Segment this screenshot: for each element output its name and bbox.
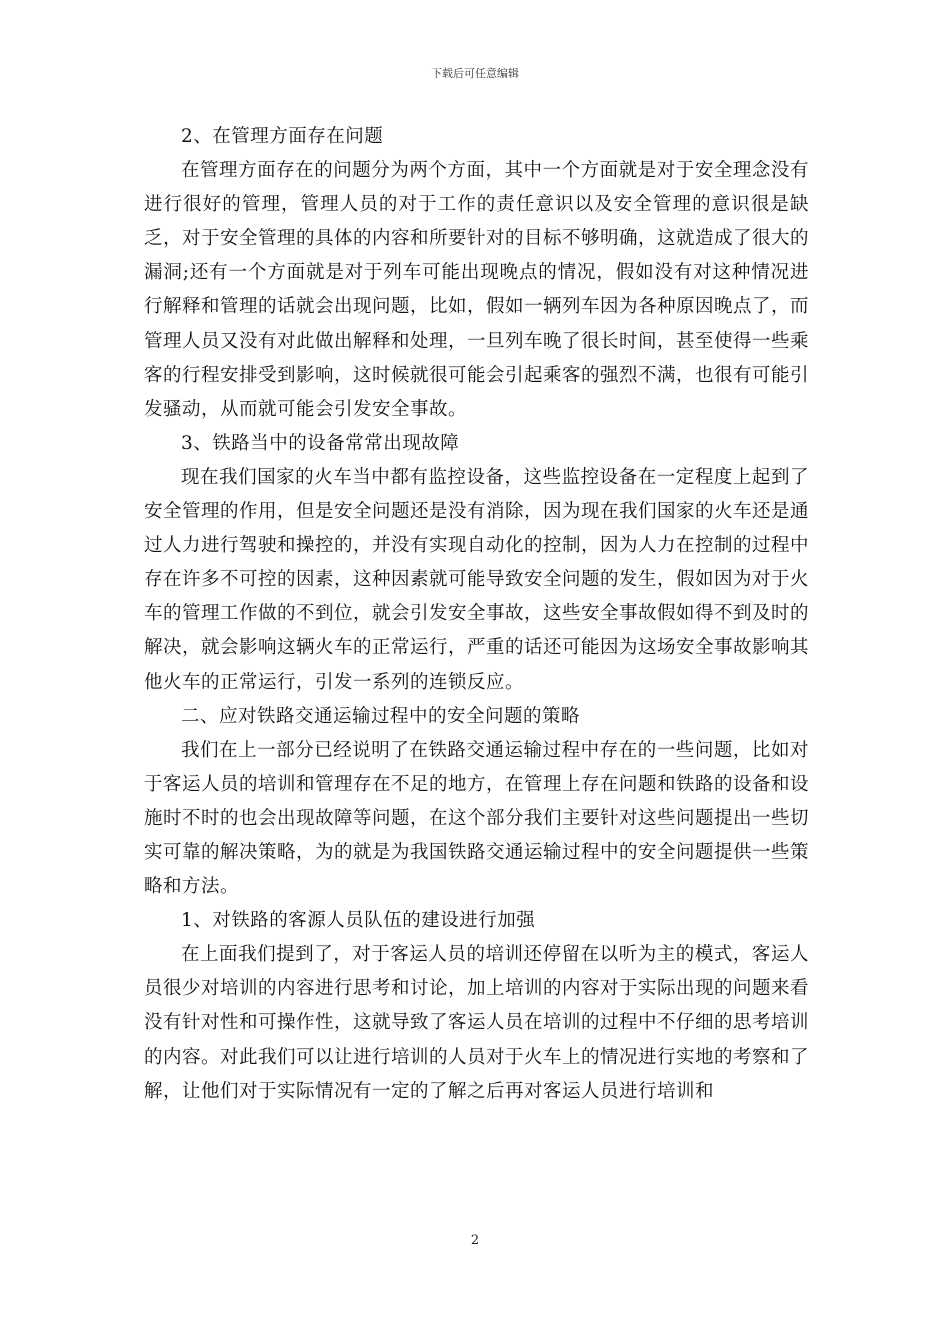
section-heading-staff-building: 1、对铁路的客源人员队伍的建设进行加强 xyxy=(181,910,536,932)
section-heading-management: 2、在管理方面存在问题 xyxy=(181,126,384,147)
header-divider xyxy=(0,90,950,91)
page-number: 2 xyxy=(470,1233,480,1248)
paragraph-management-issues: 在管理方面存在的问题分为两个方面，其中一个方面就是对于安全理念没有进行很好的管理，管理人员的对于工作的责任意识以及安全管理的意识很是缺乏，对于安全管理的具体的内容和所要针对的目标不够明确，这就造成了很大的漏洞;还有一个方面就是对于列车可能出现晚点的情况，假如没有对这种情况进行解释和管理的话就会出现问题，比如，假如一辆列车因为各种原因晚点了，而管理人员又没有对此做出解释和处理，一旦列车晚了很长时间，甚至使得一些乘客的行程安排受到影响，这时候就很可能会引起乘客的强烈不满，也很有可能引发骚动，从而就可能会引发安全事故。 xyxy=(144,160,810,420)
paragraph-strategies-intro: 我们在上一部分已经说明了在铁路交通运输过程中存在的一些问题，比如对于客运人员的培训和管理存在不足的地方，在管理上存在问题和铁路的设备和设施时不时的也会出现故障等问题，在这个部分我们主要针对这些问题提出一些切实可靠的解决策略，为的就是为我国铁路交通运输过程中的安全问题提供一些策略和方法。 xyxy=(144,739,810,898)
section-heading-equipment: 3、铁路当中的设备常常出现故障 xyxy=(181,432,460,454)
document-body xyxy=(144,120,809,1109)
paragraph-equipment-faults: 现在我们国家的火车当中都有监控设备，这些监控设备在一定程度上起到了安全管理的作用，但是安全问题还是没有消除，因为现在我们国家的火车还是通过人力进行驾驶和操控的，并没有实现自动化的控制，因为人力在控制的过程中存在许多不可控的因素，这种因素就可能导致安全问题的发生，假如因为对于火车的管理工作做的不到位，就会引发安全事故，这些安全事故假如得不到及时的解决，就会影响这辆火车的正常运行，严重的话还可能因为这场安全事故影响其他火车的正常运行，引发一系列的连锁反应。 xyxy=(144,466,810,693)
section-heading-strategies: 二、应对铁路交通运输过程中的安全问题的策略 xyxy=(181,705,581,727)
paragraph-staff-training: 在上面我们提到了，对于客运人员的培训还停留在以听为主的模式，客运人员很少对培训的内容进行思考和讨论，加上培训的内容对于实际出现的问题来看没有针对性和可操作性，这就导致了客运人员在培训的过程中不仔细的思考培训的内容。对此我们可以让进行培训的人员对于火车上的情况进行实地的考察和了解，让他们对于实际情况有一定的了解之后再对客运人员进行培训和 xyxy=(144,944,810,1102)
page-header-note: 下载后可任意编辑 xyxy=(431,67,519,80)
